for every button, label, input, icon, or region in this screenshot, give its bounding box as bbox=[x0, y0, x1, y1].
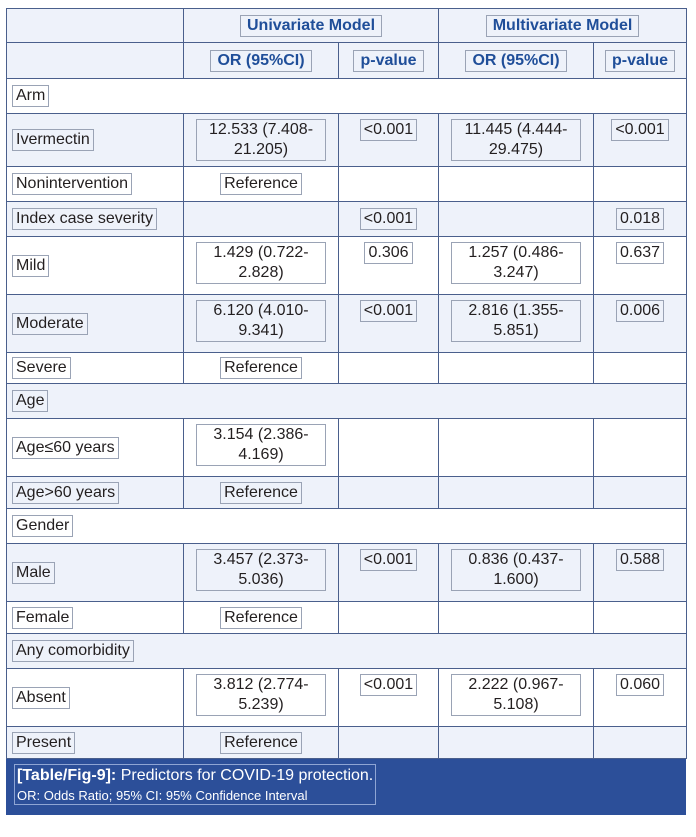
table-row bbox=[7, 727, 687, 759]
multivariate-p: 0.637 bbox=[594, 237, 687, 295]
table-row bbox=[7, 669, 687, 727]
table-row bbox=[7, 353, 687, 384]
univariate-p bbox=[339, 419, 439, 477]
table-row bbox=[7, 384, 687, 419]
univariate-p: <0.001 bbox=[339, 202, 439, 237]
row-label: Age≤60 years bbox=[7, 419, 184, 477]
univariate-or-header: OR (95%CI) bbox=[184, 43, 339, 79]
univariate-p bbox=[339, 727, 439, 759]
row-label: Age>60 years bbox=[7, 477, 184, 509]
row-label: Nonintervention bbox=[7, 167, 184, 202]
header-empty-cell bbox=[7, 9, 184, 43]
caption-fig-ref: [Table/Fig-9]: bbox=[17, 767, 117, 784]
row-label: Moderate bbox=[7, 295, 184, 353]
caption-note: OR: Odds Ratio; 95% CI: 95% Confidence Interval bbox=[17, 788, 308, 803]
univariate-p: 0.306 bbox=[339, 237, 439, 295]
multivariate-p bbox=[594, 727, 687, 759]
caption-box bbox=[14, 764, 376, 805]
table-row bbox=[7, 477, 687, 509]
multivariate-or: 2.816 (1.355-5.851) bbox=[439, 295, 594, 353]
row-label: Female bbox=[7, 602, 184, 634]
table-figure bbox=[6, 8, 686, 815]
univariate-or: Reference bbox=[184, 602, 339, 634]
univariate-p bbox=[339, 167, 439, 202]
multivariate-or: 0.836 (0.437-1.600) bbox=[439, 544, 594, 602]
row-label: Male bbox=[7, 544, 184, 602]
univariate-header: Univariate Model bbox=[184, 9, 439, 43]
multivariate-or bbox=[439, 727, 594, 759]
multivariate-p bbox=[594, 167, 687, 202]
multivariate-or bbox=[439, 202, 594, 237]
multivariate-or: 1.257 (0.486-3.247) bbox=[439, 237, 594, 295]
table-row bbox=[7, 167, 687, 202]
row-label: Absent bbox=[7, 669, 184, 727]
multivariate-p: <0.001 bbox=[594, 114, 687, 167]
multivariate-p: 0.006 bbox=[594, 295, 687, 353]
table-row bbox=[7, 295, 687, 353]
multivariate-or-header: OR (95%CI) bbox=[439, 43, 594, 79]
row-label: Severe bbox=[7, 353, 184, 384]
univariate-p: <0.001 bbox=[339, 544, 439, 602]
table-row bbox=[7, 544, 687, 602]
univariate-or: Reference bbox=[184, 167, 339, 202]
table-caption bbox=[6, 759, 686, 815]
univariate-p bbox=[339, 353, 439, 384]
multivariate-header: Multivariate Model bbox=[439, 9, 687, 43]
table-row bbox=[7, 114, 687, 167]
multivariate-p: 0.588 bbox=[594, 544, 687, 602]
multivariate-or bbox=[439, 353, 594, 384]
multivariate-or: 2.222 (0.967-5.108) bbox=[439, 669, 594, 727]
table-row bbox=[7, 509, 687, 544]
section-comorbidity: Any comorbidity bbox=[7, 634, 687, 669]
header-row-1 bbox=[7, 9, 687, 43]
multivariate-or bbox=[439, 419, 594, 477]
table-row bbox=[7, 79, 687, 114]
multivariate-p: 0.018 bbox=[594, 202, 687, 237]
multivariate-p bbox=[594, 477, 687, 509]
univariate-or: 1.429 (0.722-2.828) bbox=[184, 237, 339, 295]
multivariate-p-header: p-value bbox=[594, 43, 687, 79]
univariate-or: 3.457 (2.373-5.036) bbox=[184, 544, 339, 602]
univariate-or: 3.812 (2.774-5.239) bbox=[184, 669, 339, 727]
table-row bbox=[7, 634, 687, 669]
multivariate-p bbox=[594, 419, 687, 477]
table-row bbox=[7, 602, 687, 634]
caption-title bbox=[17, 765, 373, 787]
multivariate-p bbox=[594, 353, 687, 384]
row-label: Mild bbox=[7, 237, 184, 295]
predictors-table bbox=[6, 8, 687, 759]
header-row-2 bbox=[7, 43, 687, 79]
univariate-p: <0.001 bbox=[339, 669, 439, 727]
table-row bbox=[7, 419, 687, 477]
multivariate-or bbox=[439, 602, 594, 634]
header-empty-cell bbox=[7, 43, 184, 79]
caption-text: Predictors for COVID-19 protection. bbox=[116, 767, 374, 784]
univariate-p: <0.001 bbox=[339, 295, 439, 353]
multivariate-p: 0.060 bbox=[594, 669, 687, 727]
univariate-or: 3.154 (2.386-4.169) bbox=[184, 419, 339, 477]
multivariate-p bbox=[594, 602, 687, 634]
univariate-p bbox=[339, 602, 439, 634]
univariate-p-header: p-value bbox=[339, 43, 439, 79]
univariate-p bbox=[339, 477, 439, 509]
univariate-or: Reference bbox=[184, 477, 339, 509]
univariate-or: Reference bbox=[184, 353, 339, 384]
univariate-or bbox=[184, 202, 339, 237]
univariate-or: Reference bbox=[184, 727, 339, 759]
table-row bbox=[7, 202, 687, 237]
section-arm: Arm bbox=[7, 79, 687, 114]
multivariate-or bbox=[439, 477, 594, 509]
row-label: Ivermectin bbox=[7, 114, 184, 167]
univariate-or: 6.120 (4.010-9.341) bbox=[184, 295, 339, 353]
univariate-p: <0.001 bbox=[339, 114, 439, 167]
multivariate-or: 11.445 (4.444-29.475) bbox=[439, 114, 594, 167]
row-label: Index case severity bbox=[7, 202, 184, 237]
multivariate-or bbox=[439, 167, 594, 202]
section-gender: Gender bbox=[7, 509, 687, 544]
row-label: Present bbox=[7, 727, 184, 759]
section-age: Age bbox=[7, 384, 687, 419]
table-row bbox=[7, 237, 687, 295]
univariate-or: 12.533 (7.408-21.205) bbox=[184, 114, 339, 167]
